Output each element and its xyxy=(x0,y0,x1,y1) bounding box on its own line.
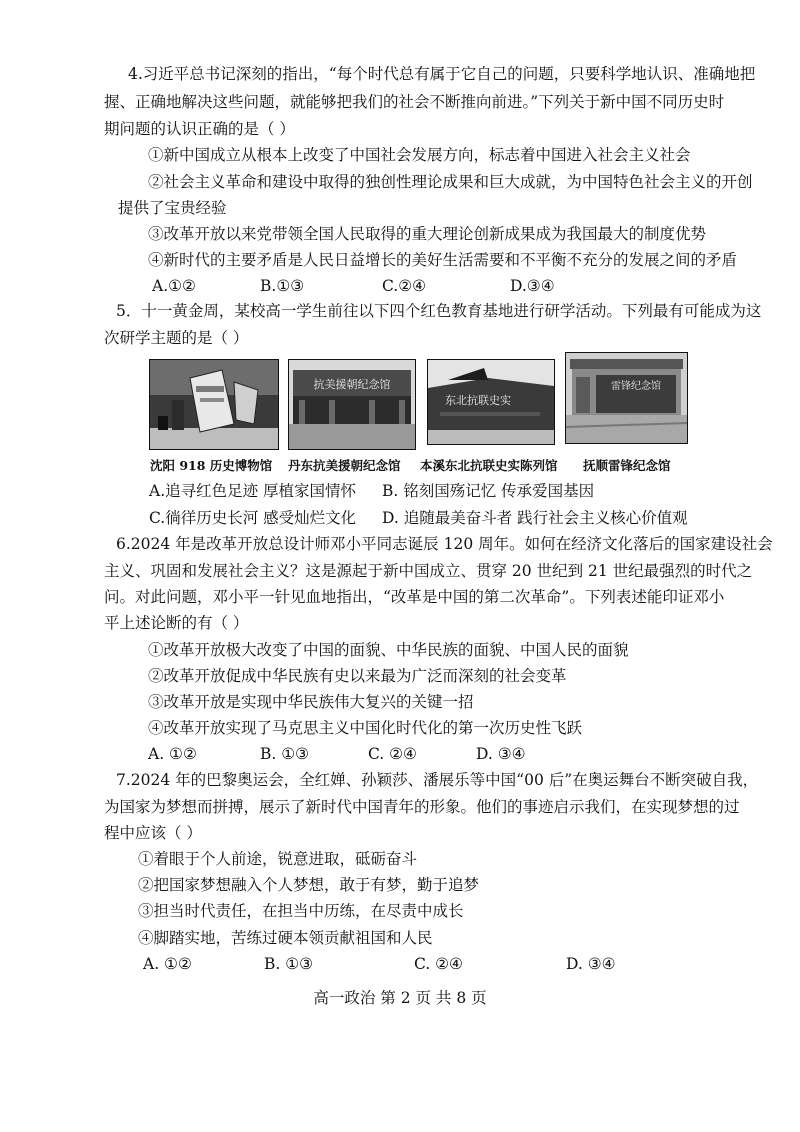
dandong-sign: 抗美援朝纪念馆 xyxy=(313,378,391,391)
q4-line-3: 期问题的认识正确的是（ ） xyxy=(104,120,295,138)
q7-option-c[interactable]: C. ②④ xyxy=(414,955,463,973)
q5-option-a[interactable]: A.追寻红色足迹 厚植家国情怀 xyxy=(149,482,357,500)
q7-line-1: 7.2024 年的巴黎奥运会，全红婵、孙颖莎、潘展乐等中国“00 后”在奥运舞台不断突破自我， xyxy=(116,771,759,789)
q5-option-c[interactable]: C.徜徉历史长河 感受灿烂文化 xyxy=(149,509,357,527)
caption-benxi: 本溪东北抗联史实陈列馆 xyxy=(420,458,558,473)
q7-statement-3: ③担当时代责任，在担当中历练，在尽责中成长 xyxy=(138,902,464,920)
dandong-memorial-image xyxy=(289,360,415,449)
caption-fushun: 抚顺雷锋纪念馆 xyxy=(583,458,671,473)
q6-statement-1: ①改革开放极大改变了中国的面貌、中华民族的面貌、中国人民的面貌 xyxy=(148,641,629,659)
photo-dandong-memorial xyxy=(288,359,416,450)
q4-statement-2-cont: 提供了宝贵经验 xyxy=(118,199,227,217)
photo-fushun-leifeng-memorial xyxy=(565,352,688,444)
q6-statement-3: ③改革开放是实现中华民族伟大复兴的关键一招 xyxy=(148,693,474,711)
benxi-sign: 东北抗联史实 xyxy=(445,394,511,407)
q4-statement-1: ①新中国成立从根本上改变了中国社会发展方向，标志着中国进入社会主义社会 xyxy=(148,146,691,164)
q7-statement-2: ②把国家梦想融入个人梦想，敢于有梦，勤于追梦 xyxy=(138,876,480,894)
caption-shenyang: 沈阳 918 历史博物馆 xyxy=(150,458,273,473)
shenyang-museum-image xyxy=(150,360,278,449)
q6-line-4: 平上述论断的有（ ） xyxy=(104,614,249,632)
q6-option-b[interactable]: B. ①③ xyxy=(260,745,310,763)
q4-option-b[interactable]: B.①③ xyxy=(260,277,305,295)
q6-line-3: 问。对此问题，邓小平一针见血地指出，“改革是中国的第二次革命”。下列表述能印证邓小 xyxy=(104,588,725,606)
q7-line-2: 为国家为梦想而拼搏，展示了新时代中国青年的形象。他们的事迹启示我们，在实现梦想的过 xyxy=(104,798,740,816)
photo-benxi-museum xyxy=(427,359,555,445)
q4-line-1: 4.习近平总书记深刻的指出，“每个时代总有属于它自己的问题，只要科学地认识、准确地把 xyxy=(128,65,756,83)
q6-option-d[interactable]: D. ③④ xyxy=(476,745,526,763)
q7-line-3: 程中应该（ ） xyxy=(104,824,202,842)
q4-option-c[interactable]: C.②④ xyxy=(382,277,427,295)
fushun-memorial-image xyxy=(566,353,687,443)
q5-line-1: 5．十一黄金周，某校高一学生前往以下四个红色教育基地进行研学活动。下列最有可能成为这 xyxy=(116,302,762,320)
q5-line-2: 次研学主题的是（ ） xyxy=(104,329,249,347)
q7-option-d[interactable]: D. ③④ xyxy=(566,955,616,973)
q6-option-a[interactable]: A. ①② xyxy=(148,745,197,763)
q6-line-2: 主义、巩固和发展社会主义？这是源起于新中国成立、贯穿 20 世纪到 21 世纪最强烈的时代之 xyxy=(104,562,753,580)
q4-statement-2: ②社会主义革命和建设中取得的独创性理论成果和巨大成就，为中国特色社会主义的开创 xyxy=(148,173,753,191)
q6-line-1: 6.2024 年是改革开放总设计师邓小平同志诞辰 120 周年。如何在经济文化落后的国家建设社会 xyxy=(116,535,773,553)
q4-statement-3: ③改革开放以来党带领全国人民取得的重大理论创新成果成为我国最大的制度优势 xyxy=(148,225,707,243)
q4-line-2: 握、正确地解决这些问题，就能够把我们的社会不断推向前进。”下列关于新中国不同历史时 xyxy=(104,93,725,111)
q7-option-b[interactable]: B. ①③ xyxy=(264,955,314,973)
q5-option-b[interactable]: B. 铭刻国殇记忆 传承爱国基因 xyxy=(382,482,595,500)
q6-statement-2: ②改革开放促成中华民族有史以来最为广泛而深刻的社会变革 xyxy=(148,667,567,685)
q5-option-d[interactable]: D. 追随最美奋斗者 践行社会主义核心价值观 xyxy=(382,509,688,527)
q7-statement-4: ④脚踏实地，苦练过硬本领贡献祖国和人民 xyxy=(138,929,433,947)
q4-option-a[interactable]: A.①② xyxy=(152,277,196,295)
q6-statement-4: ④改革开放实现了马克思主义中国化时代化的第一次历史性飞跃 xyxy=(148,719,583,737)
benxi-museum-image xyxy=(428,360,554,444)
page-footer: 高一政治 第 2 页 共 8 页 xyxy=(313,989,487,1007)
fushun-sign: 雷锋纪念馆 xyxy=(611,381,661,392)
caption-dandong: 丹东抗美援朝纪念馆 xyxy=(288,458,401,473)
q4-statement-4: ④新时代的主要矛盾是人民日益增长的美好生活需要和不平衡不充分的发展之间的矛盾 xyxy=(148,251,738,269)
q7-option-a[interactable]: A. ①② xyxy=(143,955,192,973)
q4-option-d[interactable]: D.③④ xyxy=(510,277,555,295)
q7-statement-1: ①着眼于个人前途，锐意进取，砥砺奋斗 xyxy=(138,850,418,868)
photo-shenyang-918-museum xyxy=(149,359,279,450)
q6-option-c[interactable]: C. ②④ xyxy=(368,745,417,763)
